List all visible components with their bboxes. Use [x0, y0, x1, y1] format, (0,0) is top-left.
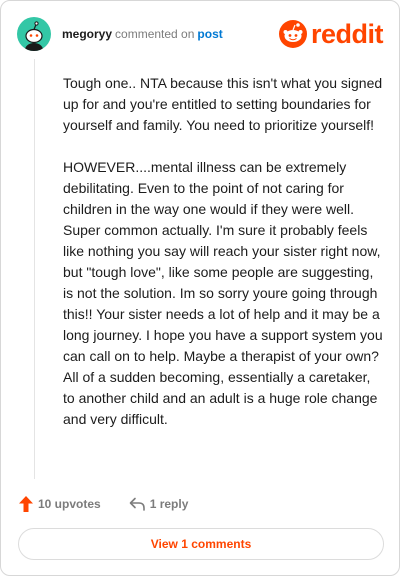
- action-text: commented on: [115, 27, 195, 41]
- view-comments-button[interactable]: View 1 comments: [18, 528, 384, 560]
- reddit-wordmark: reddit: [310, 19, 383, 49]
- comment-body: [63, 73, 385, 451]
- reddit-snoo-icon: [278, 19, 308, 49]
- comment-header: [17, 17, 385, 51]
- post-link[interactable]: post: [197, 27, 223, 41]
- snoo-avatar-icon[interactable]: [17, 17, 51, 51]
- upvote-button[interactable]: [19, 496, 101, 512]
- reply-button[interactable]: [129, 497, 189, 511]
- comment-paragraph-1: Tough one.. NTA because this isn't what you signed up for and you're entitled to setting boundaries for yourself and family. You need to prioritize yourself!: [63, 75, 383, 133]
- username-link[interactable]: megoryy: [62, 27, 113, 41]
- comment-meta: [62, 27, 223, 41]
- reply-count: 1 reply: [149, 497, 189, 511]
- thread-line[interactable]: [34, 59, 35, 479]
- comment-paragraph-2: HOWEVER....mental illness can be extremely debilitating. Even to the point of not caring for children in the way one would if they were well. Super common actually. I'm sure it probably feels like nothing you say will reach your sister right now, but "tough love", like some people are suggesting, is not the solution. Im so sorry youre going through this!! Your sister needs a lot of help and it may be a long journey. I hope you have a support system you can call on to help. Maybe a therapist of your own? All of a sudden becoming, essentially a caretaker, to another child and an adult is a huge role change and very difficult.: [63, 159, 383, 427]
- reddit-logo[interactable]: [278, 19, 383, 49]
- upvote-count: 10 upvotes: [38, 497, 101, 511]
- reply-arrow-icon: [129, 497, 145, 511]
- upvote-arrow-icon: [19, 496, 33, 512]
- comment-actions: [19, 495, 188, 513]
